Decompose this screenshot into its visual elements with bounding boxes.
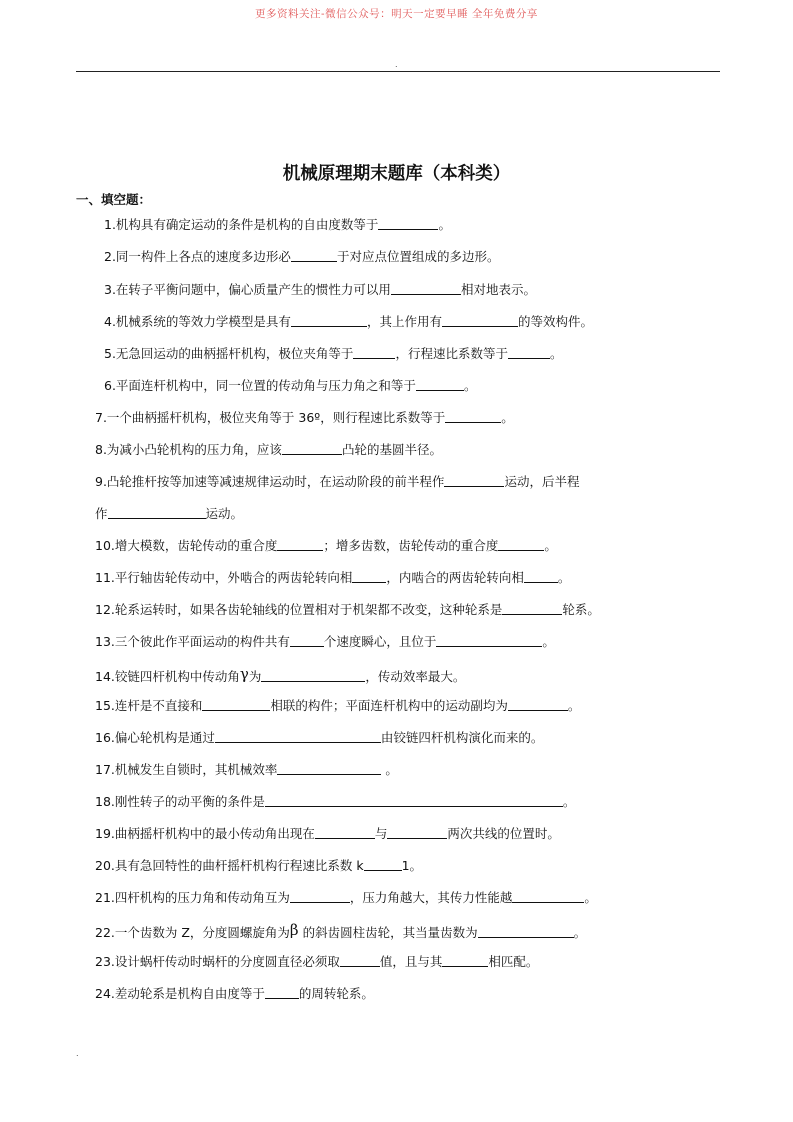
answer-blank [265, 986, 299, 999]
question-15: 15.连杆是不直接和 相联的构件；平面连杆机构中的运动副均为 。 [95, 698, 581, 713]
answer-blank [277, 762, 381, 775]
header-dot: . [395, 60, 398, 69]
question-2: 2.同一构件上各点的速度多边形必 于对应点位置组成的多边形。 [104, 249, 500, 264]
answer-blank [290, 634, 324, 647]
question-4: 4.机械系统的等效力学模型是具有 ，其上作用有 的等效构件。 [104, 314, 593, 329]
answer-blank [290, 890, 350, 903]
answer-blank [478, 925, 574, 938]
beta-symbol: β [289, 921, 299, 939]
answer-blank [291, 314, 367, 327]
question-20: 20.具有急回特性的曲杆摇杆机构行程速比系数 k 1。 [95, 858, 423, 873]
answer-blank [352, 570, 386, 583]
page-title: 机械原理期末题库（本科类） [282, 164, 511, 184]
answer-blank [261, 669, 365, 682]
question-10: 10.增大模数，齿轮传动的重合度 ；增多齿数，齿轮传动的重合度 。 [95, 538, 557, 553]
answer-blank [315, 826, 375, 839]
answer-blank [445, 410, 501, 423]
answer-blank [108, 506, 206, 519]
answer-blank [291, 249, 337, 262]
answer-blank [277, 538, 323, 551]
answer-blank [442, 954, 488, 967]
header-rule [76, 71, 720, 72]
question-16: 16.偏心轮机构是通过 由铰链四杆机构演化而来的。 [95, 730, 544, 745]
question-6: 6.平面连杆机构中，同一位置的传动角与压力角之和等于 。 [104, 378, 477, 393]
question-23: 23.设计蜗杆传动时蜗杆的分度圆直径必须取 值，且与其 相匹配。 [95, 954, 539, 969]
question-24: 24.差动轮系是机构自由度等于 的周转轮系。 [95, 986, 374, 1001]
question-8: 8.为减小凸轮机构的压力角，应该 凸轮的基圆半径。 [95, 442, 442, 457]
footer-dot: . [76, 1049, 79, 1058]
answer-blank [215, 730, 381, 743]
section-heading: 一、填空题： [76, 192, 152, 207]
question-19: 19.曲柄摇杆机构中的最小传动角出现在 与 两次共线的位置时。 [95, 826, 560, 841]
answer-blank [353, 346, 395, 359]
answer-blank [498, 538, 544, 551]
question-18: 18.刚性转子的动平衡的条件是 。 [95, 794, 576, 809]
gamma-symbol: γ [239, 665, 249, 683]
question-3: 3.在转子平衡问题中，偏心质量产生的惯性力可以用 相对地表示。 [104, 282, 536, 297]
question-5: 5.无急回运动的曲柄摇杆机构，极位夹角等于 ，行程速比系数等于 。 [104, 346, 563, 361]
answer-blank [524, 570, 558, 583]
question-7: 7.一个曲柄摇杆机构，极位夹角等于 36º，则行程速比系数等于 。 [95, 410, 514, 425]
answer-blank [416, 378, 464, 391]
answer-blank [387, 826, 447, 839]
answer-blank [442, 314, 518, 327]
answer-blank [265, 794, 563, 807]
answer-blank [282, 442, 342, 455]
promo-banner: 更多资料关注-微信公众号：明天一定要早睡 全年免费分享 [255, 8, 538, 20]
answer-blank [436, 634, 542, 647]
question-14: 14.铰链四杆机构中传动角γ为 ，传动效率最大。 [95, 665, 466, 684]
question-21: 21.四杆机构的压力角和传动角互为 ，压力角越大，其传力性能越 。 [95, 890, 597, 905]
answer-blank [340, 954, 380, 967]
question-17: 17.机械发生自锁时，其机械效率 。 [95, 762, 398, 777]
answer-blank [391, 282, 461, 295]
answer-blank [202, 698, 270, 711]
answer-blank [508, 698, 568, 711]
question-12: 12.轮系运转时，如果各齿轮轴线的位置相对于机架都不改变，这种轮系是 轮系。 [95, 602, 600, 617]
answer-blank [508, 346, 550, 359]
question-9-continued: 作 运动。 [95, 506, 244, 521]
question-11: 11.平行轴齿轮传动中，外啮合的两齿轮转向相 ，内啮合的两齿轮转向相 。 [95, 570, 571, 585]
question-1: 1.机构具有确定运动的条件是机构的自由度数等于 。 [104, 217, 451, 232]
question-22: 22.一个齿数为 Z，分度圆螺旋角为β 的斜齿圆柱齿轮，其当量齿数为 。 [95, 921, 587, 940]
answer-blank [512, 890, 584, 903]
answer-blank [378, 217, 438, 230]
answer-blank [502, 602, 562, 615]
answer-blank [444, 474, 504, 487]
answer-blank [364, 858, 402, 871]
question-13: 13.三个彼此作平面运动的构件共有 个速度瞬心，且位于 。 [95, 634, 555, 649]
question-9: 9.凸轮推杆按等加速等减速规律运动时，在运动阶段的前半程作 运动，后半程 [95, 474, 580, 489]
